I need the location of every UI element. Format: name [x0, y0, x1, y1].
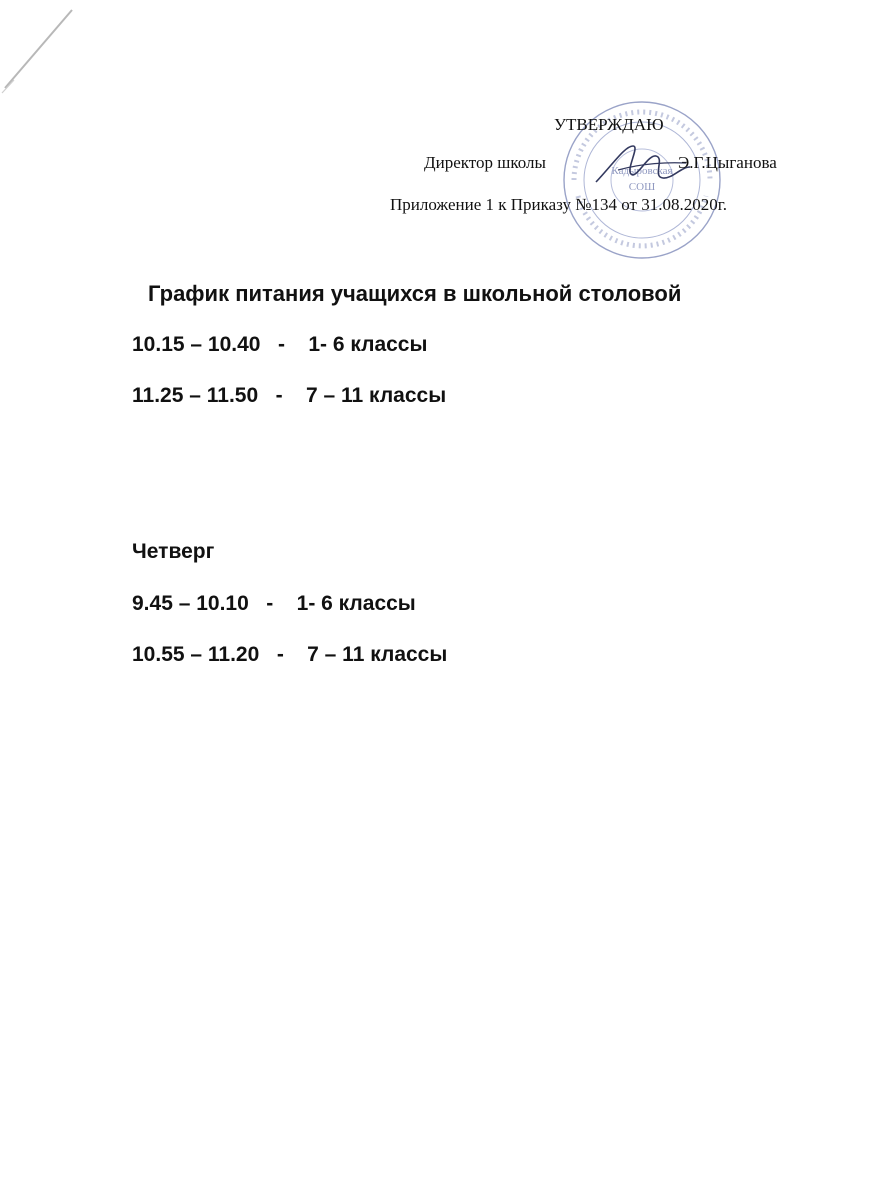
thursday-row-2: [132, 643, 447, 667]
separator: -: [276, 643, 284, 666]
meal-time: 9.45 – 10.10: [132, 592, 249, 615]
svg-text:СОШ: СОШ: [628, 181, 656, 193]
class-range: 1- 6 классы: [296, 592, 416, 615]
separator: -: [277, 333, 285, 356]
appendix-note: Приложение 1 к Приказу №134 от 31.08.2020г.: [390, 195, 728, 214]
thursday-heading: Четверг: [132, 540, 215, 563]
meal-time: 11.25 – 11.50: [132, 384, 259, 407]
schedule-row-1: [132, 333, 427, 357]
svg-text:Кадыровская: Кадыровская: [611, 165, 673, 177]
separator: -: [266, 592, 274, 615]
approval-title: УТВЕРЖДАЮ: [554, 115, 664, 134]
director-name: Э.Г.Цыганова: [678, 153, 777, 172]
schedule-title: График питания учащихся в школьной столовой: [148, 281, 682, 306]
director-label: Директор школы: [424, 153, 546, 172]
class-range: 7 – 11 классы: [306, 384, 447, 407]
meal-time: 10.15 – 10.40: [132, 333, 261, 356]
class-range: 1- 6 классы: [308, 333, 428, 356]
schedule-row-2: [132, 384, 446, 408]
approval-block: [340, 108, 820, 228]
class-range: 7 – 11 классы: [307, 643, 448, 666]
thursday-row-1: [132, 592, 416, 616]
meal-time: 10.55 – 11.20: [132, 643, 260, 666]
scan-artifact-line: [0, 0, 120, 120]
separator: -: [275, 384, 283, 407]
